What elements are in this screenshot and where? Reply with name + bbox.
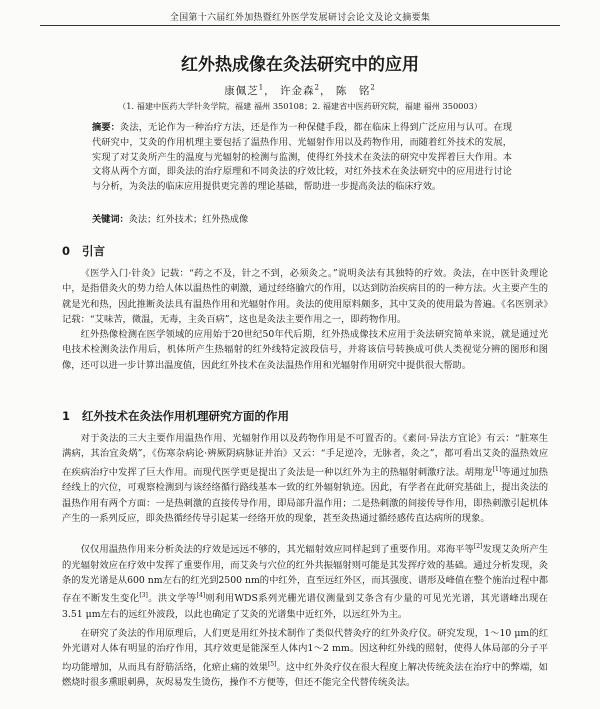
section-number: 1 (62, 409, 71, 423)
affiliation-line: （1. 福建中医药大学针灸学院，福建 福州 350108；2. 福建省中医药研究院，福建 福州 350003） (118, 101, 482, 111)
paragraph-text: 则利用WDS系列光栅光谱仪测量到艾条含有少量的可见光光谱，其光谱峰出现在3.51 μm左右的远红外波段，以此也确定了艾灸的光谱集中近红外，以远红外为主。 (62, 593, 548, 620)
intro-paragraph-2: 红外热像检测在医学领域的应用始于20世纪50年代后期，红外热成像技术应用于灸法研究简单来说，就是通过光电技术检测灸法作用后，机体所产生热辐射的红外线特定波段信号，并将该信号转换成可供人类视觉分辨的图形和图像，还可以进一步计算出温度值，因此红外技术在灸法温热作用和光辐射作用研究中提供很大帮助。 (62, 329, 548, 371)
section-heading-mechanism (62, 408, 289, 424)
citation-ref: [5] (267, 660, 277, 668)
mechanism-paragraph-1 (62, 431, 548, 527)
paragraph-text: 在研究了灸法的作用原理后，人们更是用红外技术制作了类似代替灸疗的红外灸疗仪。研究发现，1～10 μm的红外光谱对人体有明显的治疗作用，其疗效更是能深至人体内1～2 mm。因这种红外线的照射，使得人体局部的分子平均功能增加，从而具有舒筋活络，化瘀止痛的效果 (62, 628, 548, 673)
paragraph-text: 发现艾灸所产生的光辐射效应在疗效中发挥了重要作用，而艾灸与穴位的红外共振辐射则可能是其发挥疗效的基础。通过分析发现，灸条的发光谱是从600 nm左右的红光到2500 nm的中红外，直至远红外区，而其强度、谱形及峰值在整个施治过程中都存在不断发生变化 (62, 544, 548, 605)
mechanism-paragraph-2 (62, 539, 548, 622)
abstract-label: 摘要： (92, 122, 121, 133)
header-rule (40, 25, 560, 26)
abstract (92, 121, 512, 195)
author-line: 康佩芝$^1$， 许金森$^2$， 陈 铭$^2$ (224, 83, 376, 97)
citation-ref: [2] (473, 543, 483, 550)
abstract-text: 灸法，无论作为一种治疗方法，还是作为一种保健手段，都在临床上得到广泛应用与认可。在现代研究中，艾灸的作用机理主要包括了温热作用、光辐射作用以及药物作用，而随着红外技术的发展，实现了对艾灸所产生的温度与光辐射的检测与监测，使得红外技术在灸法的研究中发挥着巨大作用。本文将从两个方面，即灸法的治疗原理和不同灸法的疗效比较，对红外技术在灸法研究中的应用进行讨论与分析，为灸法的临床应用提供更完善的理论基础，帮助进一步提高灸法的临床疗效。 (92, 122, 513, 193)
paragraph-text: 对于灸法的三大主要作用温热作用、光辐射作用以及药物作用是不可置否的。《素问·异法方宜论》有云：“脏寒生满病，其治宜灸焫”，《伤寒杂病论·辨厥阴病脉证并治》又云：“手足逆冷，无脉者，灸之”，都可看出艾灸的温热效应在疾病治疗中发挥了巨大作用。而现代医学更是提出了灸法是一种以红外为主的热辐射刺激疗法。胡翔龙 (62, 433, 548, 478)
section-heading-introduction (62, 243, 105, 259)
paragraph-text: 。这中红外灸疗仪在很大程度上解决传统灸法在治疗中的弊端，如燃烧时很多熏眼刺鼻，灰烬易发生烫伤，操作不方便等，但还不能完全代替传统灸法。 (62, 661, 548, 689)
author-name: 康佩芝 (224, 85, 259, 97)
author-affil-mark: 1 (258, 83, 265, 92)
intro-paragraph-1: 《医学入门·针灸》记载：“药之不及，针之不到，必须灸之。”说明灸法有其独特的疗效。灸法，在中医针灸理论中，是指借灸火的势力给人体以温热性的刺激，通过经络腧穴的作用，以达到防治疾病目的的一种方法。火主要产生的就是光和热，因此推断灸法具有温热作用和光辐射作用。灸法的使用原料颇多，其中艾灸的使用最为普遍。《名医别录》记载：“艾味苦，微温，无毒，主灸百病”，这也是灸法主要作用之一，即药物作用。 (62, 268, 548, 326)
author-affil-mark: 2 (314, 83, 320, 92)
keywords-text: 灸法；红外技术；红外热成像 (128, 214, 249, 225)
running-head: 全国第十六届红外加热暨红外医学发展研讨会论文及论文摘要集 (169, 13, 431, 23)
keywords (92, 211, 512, 225)
paragraph-text: 等通过加热经线上的穴位，可观察检测到与该经络循行路线基本一致的红外辐射轨迹。因此，有学者在此研究基础上，提出灸法的温热作用有两个方面：一是热刺激的直接传导作用，即局部升温作用；二是热刺激的间接传导作用，即热刺激引起机体产生的一系列反应，即灸热循经传导引起某一经络开放的现象，甚至灸热通过循经感传直达病所的现象。 (62, 466, 548, 525)
citation-ref: [3] (139, 592, 148, 600)
paragraph-text: 仅仅用温热作用来分析灸法的疗效是远远不够的，其光辐射效应同样起到了重要作用。邓海平等 (80, 544, 474, 556)
author-name: 陈 铭 (335, 85, 371, 97)
author-affil-mark: 2 (370, 83, 376, 92)
citation-ref: [4] (196, 592, 206, 600)
section-title: 红外技术在灸法作用机理研究方面的作用 (82, 409, 289, 423)
paragraph-text: 。洪文学等 (147, 593, 197, 605)
section-title: 引言 (82, 244, 105, 258)
article-title: 红外热成像在灸法研究中的应用 (181, 55, 419, 75)
author-name: 许金森 (280, 85, 315, 97)
keywords-label: 关键词： (92, 214, 129, 225)
mechanism-paragraph-3 (62, 626, 548, 691)
section-number: 0 (62, 244, 71, 258)
citation-ref: [1] (492, 465, 502, 473)
